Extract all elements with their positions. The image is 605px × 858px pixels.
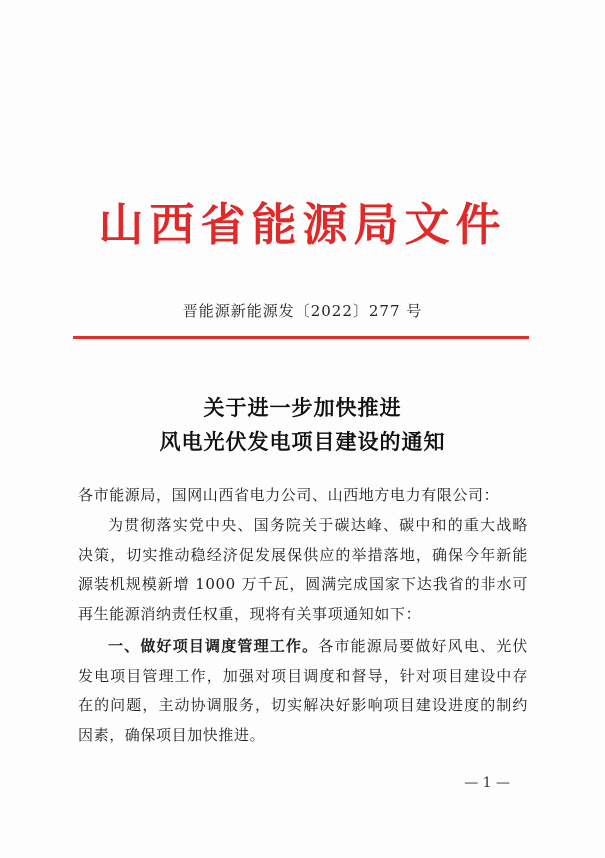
paragraph-intro: 为贯彻落实党中央、国务院关于碳达峰、碳中和的重大战略决策，切实推动稳经济促发展保供应的举措落地，确保今年新能源装机规模新增 1000 万千瓦，圆满完成国家下达我省的非水可再生能源消纳责任权重，现将有关事项通知如下： (78, 516, 528, 623)
addressee: 各市能源局，国网山西省电力公司、山西地方电力有限公司： (78, 486, 500, 504)
agency-title: 山西省能源局文件 (98, 198, 507, 251)
notice-title-line-2: 风电光伏发电项目建设的通知 (159, 430, 446, 454)
page-number: — 1 — (464, 775, 510, 791)
notice-title-line-1: 关于进一步加快推进 (203, 396, 402, 420)
paragraph-section-1 (78, 632, 528, 750)
red-divider-line (73, 336, 529, 339)
section-1-text: 各市能源局要做好风电、光伏发电项目管理工作，加强对项目调度和督导，针对项目建设中存在的问题，主动协调服务，切实解决好影响项目建设进度的制约因素，确保项目加快推进。 (78, 637, 528, 744)
section-1-heading: 一、做好项目调度管理工作。 (108, 637, 319, 655)
document-number: 晋能源新能源发〔2022〕277 号 (182, 302, 423, 320)
